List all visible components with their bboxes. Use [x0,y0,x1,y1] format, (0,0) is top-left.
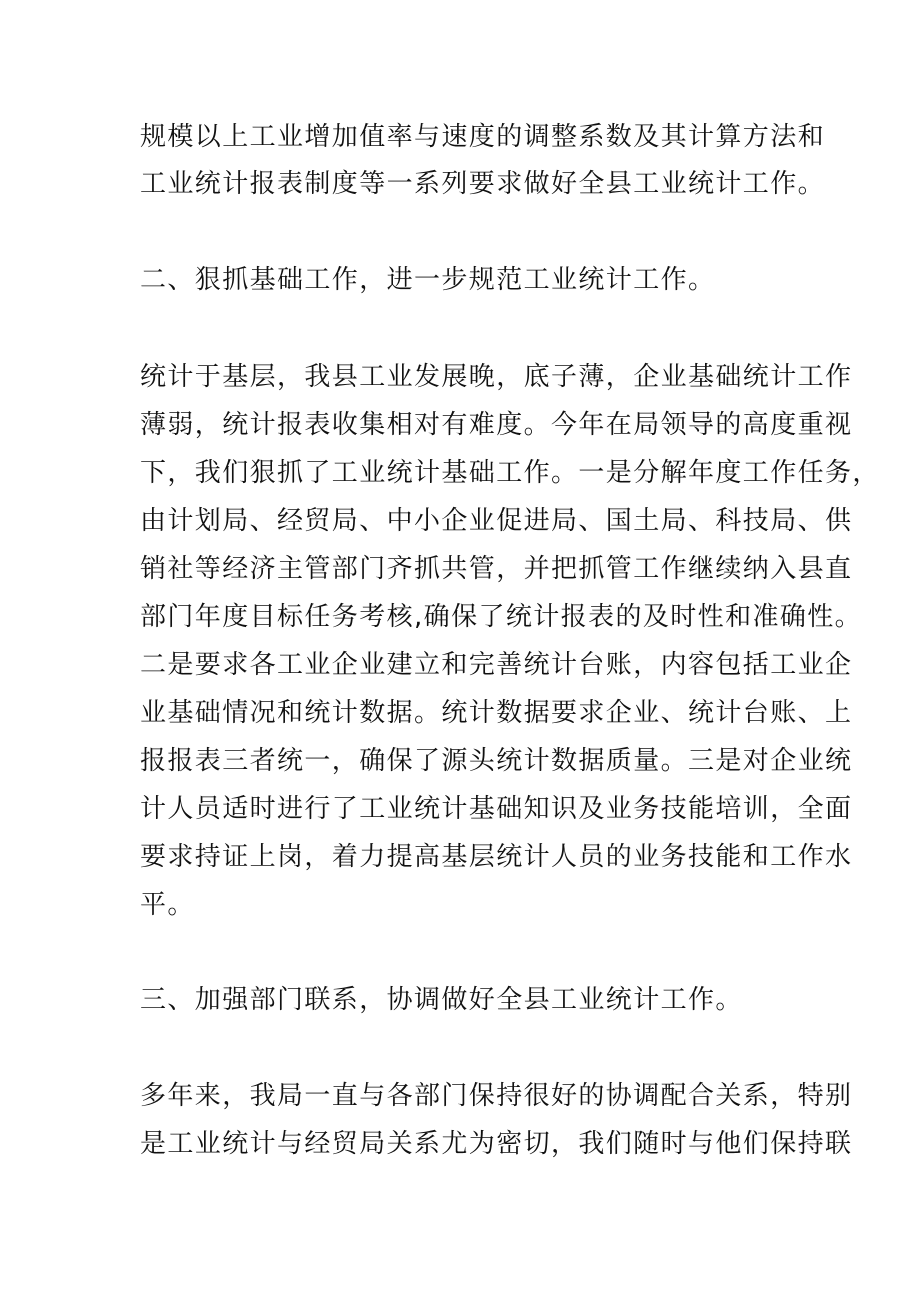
text-line: 二是要求各工业企业建立和完善统计台账，内容包括工业企 [140,650,853,680]
text-line: 报报表三者统一，确保了源头统计数据质量。三是对企业统 [140,746,853,776]
text-line: 业基础情况和统计数据。统计数据要求企业、统计台账、上 [140,698,853,728]
text-line: 是工业统计与经贸局关系尤为密切，我们随时与他们保持联 [140,1129,853,1159]
text-line: 要求持证上岗，着力提高基层统计人员的业务技能和工作水 [140,842,853,872]
text-line: 工业统计报表制度等一系列要求做好全县工业统计工作。 [140,169,826,199]
text-line: 平。 [140,890,195,920]
text-line: 下，我们狠抓了工业统计基础工作。一是分解年度工作任务， [140,458,880,488]
section-heading-2: 二、狠抓基础工作，进一步规范工业统计工作。 [140,265,716,295]
text-line: 由计划局、经贸局、中小企业促进局、国土局、科技局、供 [140,506,853,536]
text-line: 统计于基层，我县工业发展晚，底子薄，企业基础统计工作 [140,362,853,392]
text-line: 计人员适时进行了工业统计基础知识及业务技能培训，全面 [140,794,853,824]
section-heading-3: 三、加强部门联系，协调做好全县工业统计工作。 [140,985,743,1015]
text-line: 部门年度目标任务考核,确保了统计报表的及时性和准确性。 [140,602,863,632]
text-line: 规模以上工业增加值率与速度的调整系数及其计算方法和 [140,122,826,152]
text-line: 销社等经济主管部门齐抓共管，并把抓管工作继续纳入县直 [140,554,853,584]
text-line: 多年来，我局一直与各部门保持很好的协调配合关系，特别 [140,1081,853,1111]
text-line: 薄弱，统计报表收集相对有难度。今年在局领导的高度重视 [140,410,853,440]
